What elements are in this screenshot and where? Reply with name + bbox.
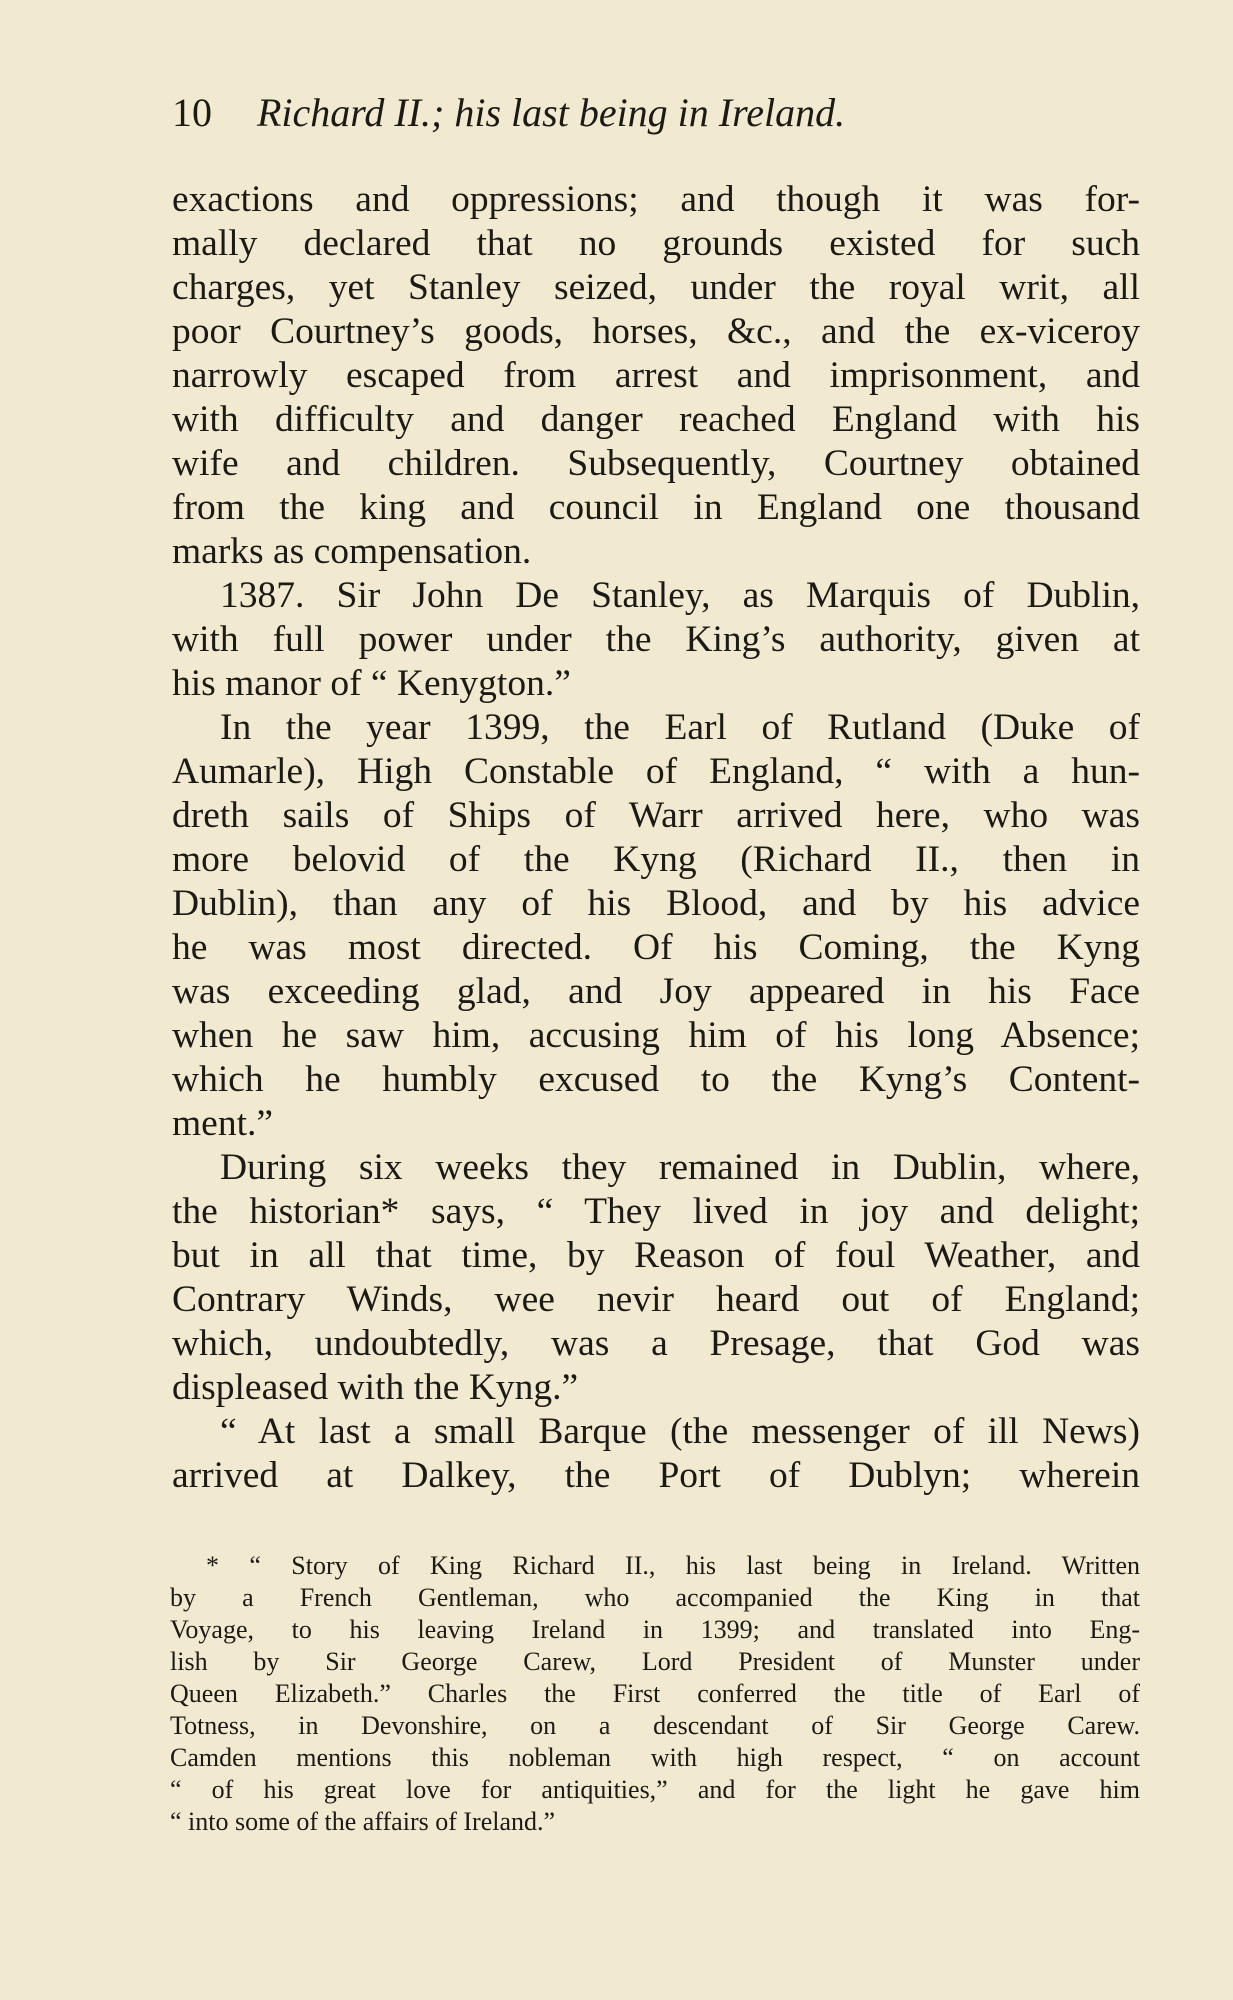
text-line: which, undoubtedly, was a Presage, that God was (172, 1323, 1140, 1364)
text-line: marks as compensation. (172, 531, 532, 572)
text-line: 1387. Sir John De Stanley, as Marquis of Dublin, (220, 575, 1140, 616)
footnote-line: lish by Sir George Carew, Lord President of Munster under (170, 1647, 1140, 1676)
text-line: In the year 1399, the Earl of Rutland (Duke of (220, 707, 1140, 748)
text-line: he was most directed. Of his Coming, the Kyng (172, 927, 1140, 968)
footnote-line: “ of his great love for antiquities,” and for the light he gave him (170, 1775, 1140, 1804)
text-line: Dublin), than any of his Blood, and by his advice (172, 883, 1140, 924)
page-header (172, 88, 1052, 138)
running-title: Richard II.; his last being in Ireland. (257, 90, 846, 135)
text-line: arrived at Dalkey, the Port of Dublyn; wherein (172, 1455, 1140, 1496)
body-text (172, 178, 1140, 1498)
text-line: from the king and council in England one thousand (172, 487, 1140, 528)
text-line: with full power under the King’s authority, given at (172, 619, 1140, 660)
footnote-line: * “ Story of King Richard II., his last being in Ireland. Written (206, 1551, 1140, 1580)
text-line: was exceeding glad, and Joy appeared in his Face (172, 971, 1140, 1012)
text-line: displeased with the Kyng.” (172, 1367, 579, 1408)
text-line: Aumarle), High Constable of England, “ with a hun- (172, 751, 1140, 792)
footnote-line: Voyage, to his leaving Ireland in 1399; and translated into Eng- (170, 1615, 1140, 1644)
text-line: charges, yet Stanley seized, under the royal writ, all (172, 267, 1140, 308)
footnote-line: by a French Gentleman, who accompanied the King in that (170, 1583, 1140, 1612)
text-line: During six weeks they remained in Dublin, where, (220, 1147, 1140, 1188)
text-line: when he saw him, accusing him of his long Absence; (172, 1015, 1140, 1056)
text-line: mally declared that no grounds existed for such (172, 223, 1140, 264)
text-line: the historian* says, “ They lived in joy and delight; (172, 1191, 1140, 1232)
text-line: wife and children. Subsequently, Courtney obtained (172, 443, 1140, 484)
text-line: with difficulty and danger reached England with his (172, 399, 1140, 440)
footnote-line: Camden mentions this nobleman with high respect, “ on account (170, 1743, 1140, 1772)
text-line: which he humbly excused to the Kyng’s Content- (172, 1059, 1140, 1100)
text-line: narrowly escaped from arrest and imprisonment, and (172, 355, 1140, 396)
text-line: poor Courtney’s goods, horses, &c., and the ex-viceroy (172, 311, 1140, 352)
text-line: Contrary Winds, wee nevir heard out of England; (172, 1279, 1140, 1320)
text-line: dreth sails of Ships of Warr arrived here, who was (172, 795, 1140, 836)
page-number: 10 (172, 90, 212, 135)
footnote-line: “ into some of the affairs of Ireland.” (170, 1807, 556, 1836)
text-line: “ At last a small Barque (the messenger of ill News) (220, 1411, 1140, 1452)
footnote (170, 1550, 1140, 1838)
text-line: more belovid of the Kyng (Richard II., then in (172, 839, 1140, 880)
footnote-line: Queen Elizabeth.” Charles the First conferred the title of Earl of (170, 1679, 1140, 1708)
footnote-line: Totness, in Devonshire, on a descendant of Sir George Carew. (170, 1711, 1140, 1740)
text-line: exactions and oppressions; and though it was for- (172, 179, 1140, 220)
text-line: ment.” (172, 1103, 274, 1144)
text-line: his manor of “ Kenygton.” (172, 663, 571, 704)
text-line: but in all that time, by Reason of foul Weather, and (172, 1235, 1140, 1276)
